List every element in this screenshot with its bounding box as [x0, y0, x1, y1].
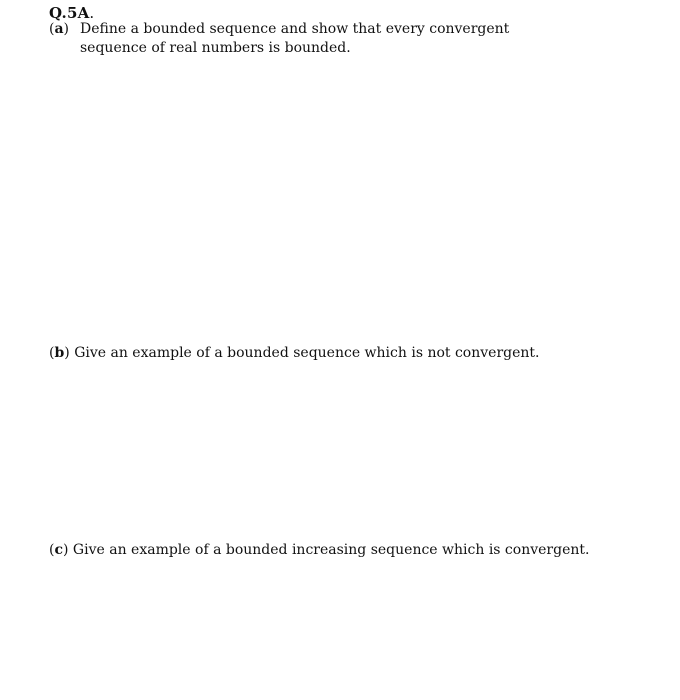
- question-number: Q.5A: [49, 4, 90, 22]
- part-b-marker: (b): [49, 345, 70, 361]
- question-number-suffix: .: [89, 4, 95, 22]
- part-c: [49, 541, 589, 560]
- part-c-text: Give an example of a bounded increasing sequence which is convergent.: [72, 542, 590, 558]
- part-a: [49, 20, 609, 58]
- part-a-marker: (a): [49, 21, 70, 37]
- part-b-letter: b: [54, 345, 65, 361]
- part-a-letter: a: [54, 21, 64, 37]
- part-c-marker: (c): [49, 542, 69, 558]
- part-c-letter: c: [54, 542, 63, 558]
- part-b-text: Give an example of a bounded sequence which is not convergent.: [74, 345, 540, 361]
- part-a-text: Define a bounded sequence and show that every convergent sequence of real numbers is bounded.: [80, 21, 510, 56]
- part-b: [49, 344, 539, 363]
